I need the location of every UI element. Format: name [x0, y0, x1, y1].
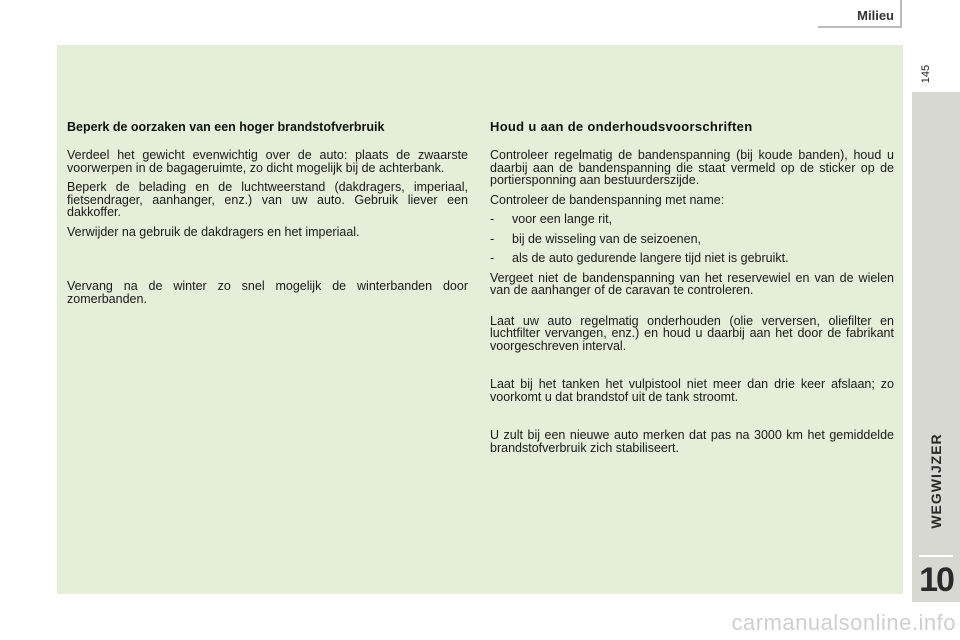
list-item	[490, 213, 894, 226]
paragraph: U zult bij een nieuwe auto merken dat pas na 3000 km het gemiddelde brandstofverbruik zich stabiliseert.	[490, 428, 894, 455]
right-column	[490, 119, 894, 461]
header-divider	[818, 26, 902, 28]
page-number: 145	[920, 64, 932, 84]
paragraph: Controleer regelmatig de bandenspanning (bij koude banden), houd u daarbij aan de bandenspanning die staat vermeld op de sticker op de portiersponning aan bestuurderszijde.	[490, 148, 894, 187]
list-item	[490, 233, 894, 246]
list-intro: Controleer de bandenspanning met name:	[490, 192, 725, 207]
list-dash: -	[490, 251, 495, 265]
left-column-heading: Beperk de oorzaken van een hoger brandstofverbruik	[67, 120, 385, 134]
content-panel	[57, 45, 903, 594]
list-item-text: voor een lange rit,	[512, 212, 613, 226]
paragraph: Vergeet niet de bandenspanning van het reservewiel en van de wielen van de aanhanger of de caravan te controleren.	[490, 270, 894, 297]
paragraph: Laat bij het tanken het vulpistool niet meer dan drie keer afslaan; zo voorkomt u dat brandstof uit de tank stroomt.	[490, 377, 894, 404]
check-list	[490, 213, 894, 265]
chapter-number: 10	[919, 561, 953, 599]
paragraph: Verdeel het gewicht evenwichtig over de auto: plaats de zwaarste voorwerpen in de bagageruimte, zo dicht mogelijk bij de achterbank.	[67, 148, 468, 175]
left-column	[67, 119, 468, 312]
paragraph: Beperk de belading en de luchtweerstand (dakdragers, imperiaal, fietsendrager, aanhanger, enz.) van uw auto. Gebruik liever een dakkoffer.	[67, 180, 468, 219]
section-title: Milieu	[857, 8, 894, 23]
paragraph: Laat uw auto regelmatig onderhouden (olie verversen, oliefilter en luchtfilter vervangen, enz.) en houd u daarbij aan het door de fabrikant voorgeschreven interval.	[490, 313, 894, 353]
right-column-heading: Houd u aan de onderhoudsvoorschriften	[490, 119, 753, 134]
chapter-tab-divider	[919, 555, 953, 557]
list-item-text: bij de wisseling van de seizoenen,	[512, 231, 702, 246]
list-item	[490, 252, 894, 265]
paragraph: Vervang na de winter zo snel mogelijk de winterbanden door zomerbanden.	[67, 279, 468, 306]
paragraph: Verwijder na gebruik de dakdragers en het imperiaal.	[67, 224, 360, 239]
chapter-tab-label: WEGWIJZER	[928, 433, 944, 529]
list-dash: -	[490, 231, 495, 246]
list-item-text: als de auto gedurende langere tijd niet is gebruikt.	[512, 251, 789, 265]
list-dash: -	[490, 212, 495, 226]
header-vertical-divider	[900, 0, 902, 28]
watermark: carmanualsonline.info	[731, 610, 956, 635]
